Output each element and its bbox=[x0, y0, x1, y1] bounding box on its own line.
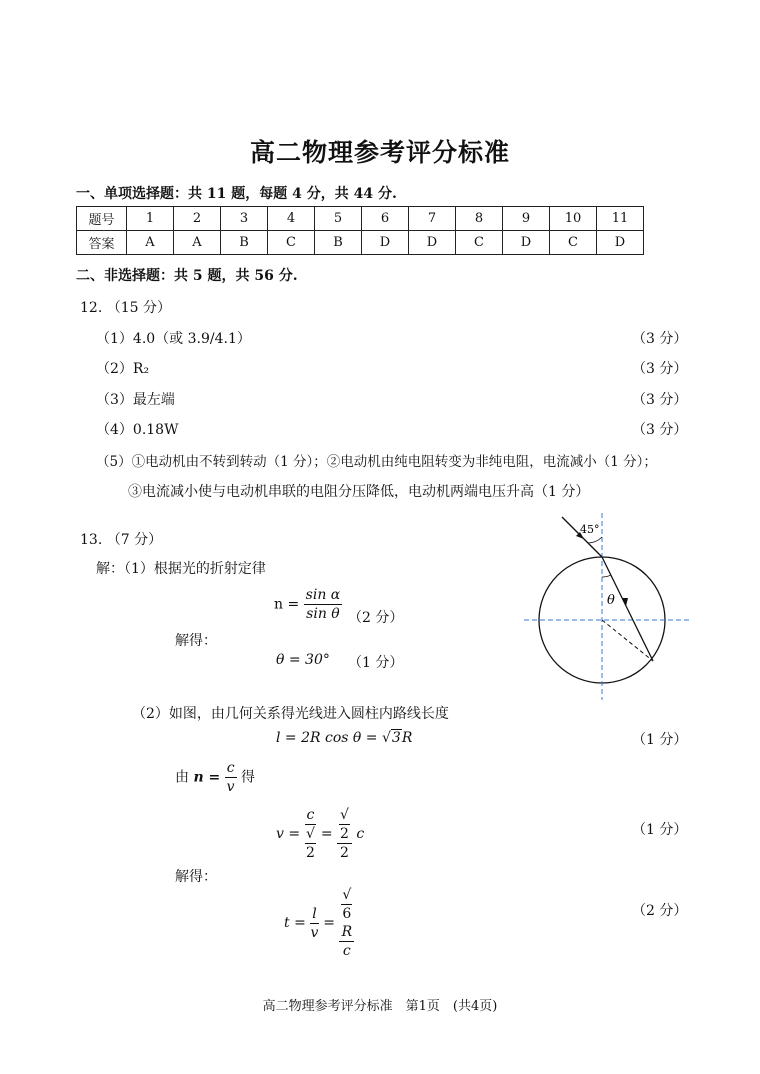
fraction-numerator: √ 6 R bbox=[339, 886, 354, 942]
answer-table bbox=[76, 206, 644, 255]
eq-lhs: t = bbox=[284, 915, 306, 931]
table-cell: C bbox=[550, 231, 597, 255]
eq-lhs: v = bbox=[276, 826, 301, 842]
fraction-numerator: c bbox=[306, 807, 315, 823]
page-title: 高二物理参考评分标准 bbox=[249, 138, 510, 167]
q13-part2: （2）如图，由几何关系得光线进入圆柱内路线长度 bbox=[132, 706, 449, 722]
table-cell: B bbox=[315, 231, 362, 255]
q12-item-1: （1）4.0（或 3.9/4.1） bbox=[96, 331, 251, 347]
fraction-numerator: c bbox=[226, 760, 235, 776]
table-cell: B bbox=[221, 231, 268, 255]
eq-lhs: n = bbox=[274, 596, 300, 613]
table-cell: D bbox=[597, 231, 644, 255]
table-row bbox=[77, 207, 644, 231]
by-n: n = bbox=[193, 769, 221, 786]
fraction-numerator: sin α bbox=[305, 587, 341, 603]
eq1-points: （2 分） bbox=[348, 610, 404, 626]
table-cell: 3 bbox=[221, 207, 268, 231]
q12-item-2: （2）R₂ bbox=[96, 361, 150, 377]
q12-item-5-line2: ③电流减小使与电动机串联的电阻分压降低，电动机两端电压升高（1 分） bbox=[128, 484, 590, 500]
eq2-points: （1 分） bbox=[348, 655, 404, 671]
table-cell: 8 bbox=[456, 207, 503, 231]
by-relation bbox=[175, 759, 255, 796]
q12-item-4: （4）0.18W bbox=[96, 422, 179, 438]
equation-time bbox=[284, 886, 354, 960]
table-cell: A bbox=[174, 231, 221, 255]
q12-header: 12. （15 分） bbox=[80, 300, 171, 316]
table-cell: 6 bbox=[362, 207, 409, 231]
equation-length: l = 2R cos θ = √3R bbox=[276, 730, 413, 746]
eq5-points: （2 分） bbox=[632, 903, 688, 919]
by-suffix: 得 bbox=[241, 769, 255, 786]
fraction-denominator: c bbox=[342, 943, 351, 959]
numerator-unit: R bbox=[341, 924, 353, 940]
sqrt-radicand: 2 bbox=[340, 826, 349, 842]
fraction-denominator: 2 bbox=[340, 845, 349, 861]
eq-equals: = bbox=[320, 826, 333, 842]
sqrt-radicand: 2 bbox=[306, 845, 315, 861]
fraction bbox=[304, 586, 343, 623]
sqrt-radicand: 3 bbox=[391, 730, 401, 746]
table-cell: 9 bbox=[503, 207, 550, 231]
table-cell: A bbox=[127, 231, 174, 255]
solve-label-2: 解得： bbox=[175, 869, 217, 885]
equation-velocity bbox=[276, 806, 364, 862]
q12-item-5-line1: （5）①电动机由不转到转动（1 分）；②电动机由纯电阻转变为非纯电阻，电流减小（1 分）； bbox=[96, 454, 657, 470]
table-cell: C bbox=[456, 231, 503, 255]
eq-equals: = bbox=[323, 915, 335, 931]
table-cell: 11 bbox=[597, 207, 644, 231]
refracted-ray bbox=[602, 557, 653, 661]
q12-item-2-points: （3 分） bbox=[632, 361, 688, 377]
table-cell: 2 bbox=[174, 207, 221, 231]
eq3-points: （1 分） bbox=[632, 732, 688, 748]
q12-item-4-points: （3 分） bbox=[632, 422, 688, 438]
equation-snell bbox=[274, 586, 342, 623]
q12-item-3-points: （3 分） bbox=[632, 392, 688, 408]
solve-label-1: 解得： bbox=[175, 633, 217, 649]
eq4-points: （1 分） bbox=[632, 822, 688, 838]
q12-item-1-points: （3 分） bbox=[632, 331, 688, 347]
fraction-denominator: v bbox=[226, 779, 235, 795]
table-cell: D bbox=[362, 231, 409, 255]
section2-heading: 二、非选择题：共 5 题，共 56 分. bbox=[76, 268, 298, 284]
eq3-unit: R bbox=[401, 730, 413, 746]
fraction-denominator: √ 2 bbox=[306, 826, 315, 861]
table-cell: 5 bbox=[315, 207, 362, 231]
fraction-numerator: √ 2 bbox=[337, 806, 352, 844]
angle-label-theta: θ bbox=[607, 593, 615, 608]
fraction bbox=[337, 806, 352, 862]
table-cell: D bbox=[409, 231, 456, 255]
fraction-numerator: l bbox=[312, 905, 317, 922]
page-footer: 高二物理参考评分标准 第1页 (共4页) bbox=[262, 999, 498, 1014]
table-cell: 10 bbox=[550, 207, 597, 231]
angle-arc-45 bbox=[588, 537, 602, 543]
equation-theta: θ = 30° bbox=[276, 652, 330, 668]
eq3-text: l = 2R cos θ = bbox=[276, 730, 382, 746]
fraction-denominator: sin θ bbox=[306, 606, 340, 622]
radius-line bbox=[602, 620, 653, 661]
table-cell: 7 bbox=[409, 207, 456, 231]
table-row bbox=[77, 231, 644, 255]
q13-header: 13. （7 分） bbox=[80, 532, 163, 548]
angle-label-45: 45° bbox=[580, 523, 600, 536]
fraction bbox=[310, 905, 318, 942]
eq-rhs: c bbox=[356, 826, 365, 842]
table-header-cell: 题号 bbox=[77, 207, 127, 231]
q13-part1: 解：（1）根据光的折射定律 bbox=[96, 561, 266, 577]
fraction bbox=[339, 886, 354, 960]
table-header-cell: 答案 bbox=[77, 231, 127, 255]
table-cell: C bbox=[268, 231, 315, 255]
table-cell: D bbox=[503, 231, 550, 255]
fraction-denominator: v bbox=[310, 924, 319, 941]
q12-item-3: （3）最左端 bbox=[96, 392, 175, 408]
fraction bbox=[225, 759, 237, 796]
table-cell: 1 bbox=[127, 207, 174, 231]
by-prefix: 由 bbox=[175, 769, 189, 786]
section1-heading: 一、单项选择题：共 11 题，每题 4 分，共 44 分. bbox=[76, 186, 397, 202]
sqrt-radicand: 6 bbox=[342, 906, 352, 922]
refraction-diagram bbox=[518, 505, 698, 705]
fraction bbox=[305, 806, 317, 862]
angle-arc-theta bbox=[602, 575, 611, 577]
table-cell: 4 bbox=[268, 207, 315, 231]
